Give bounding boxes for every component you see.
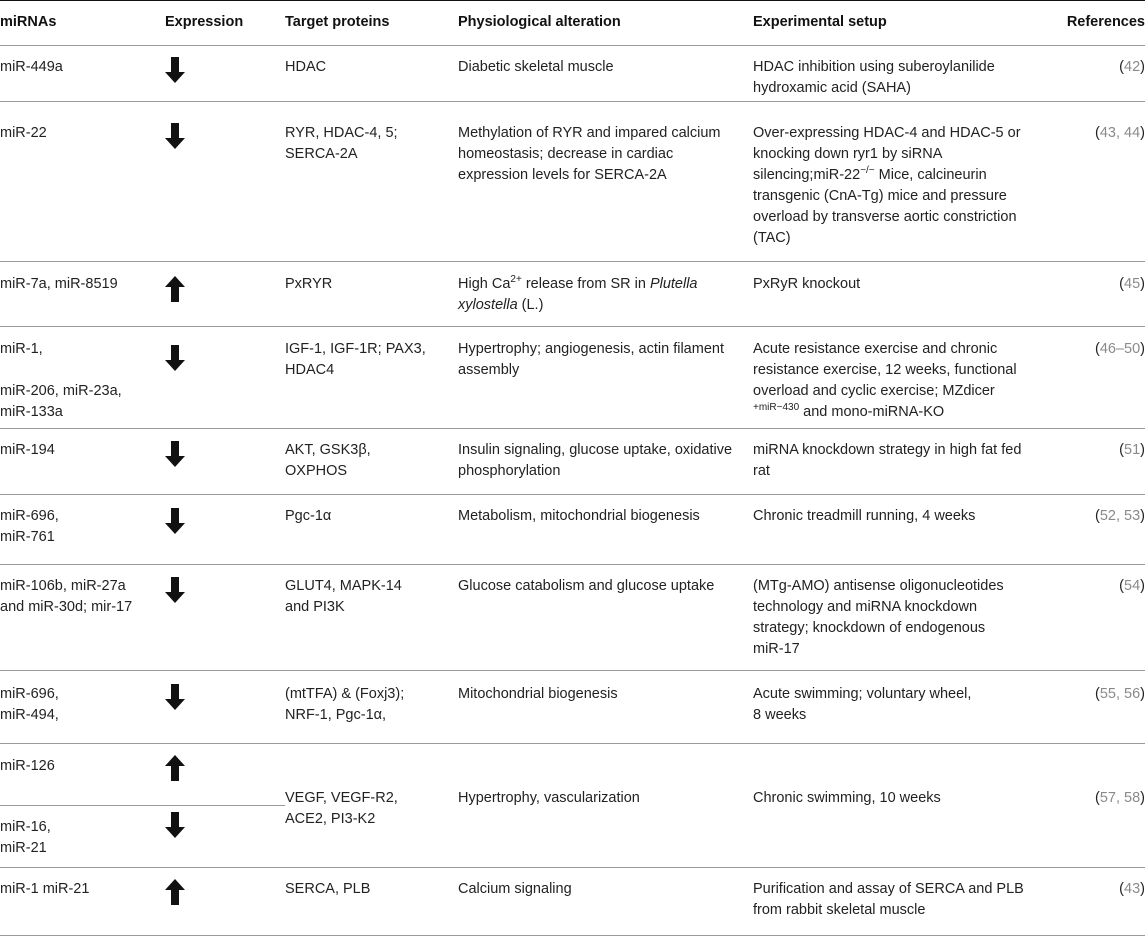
row-experimental-setup: Acute swimming; voluntary wheel, 8 weeks — [753, 686, 972, 723]
row-rule — [0, 261, 1145, 262]
row-rule — [0, 743, 1145, 744]
setup-superscript: +miR−430 — [753, 402, 800, 414]
row-target-proteins: HDAC — [285, 59, 327, 75]
row-physiological-alteration: Calcium signaling — [458, 881, 572, 897]
physio-superscript: 2+ — [510, 274, 522, 286]
row-mirna: miR-449a — [0, 59, 63, 75]
row-rule — [0, 867, 1145, 868]
down-arrow-icon — [165, 441, 185, 467]
row-physiological-alteration: Methylation of RYR and impared calcium homeostasis; decrease in cardiac expression levels for SERCA-2A — [458, 125, 721, 183]
row-rule — [0, 326, 1145, 327]
row-references: (45) — [1119, 276, 1145, 292]
row-target-proteins: SERCA, PLB — [285, 881, 371, 897]
ref-link[interactable]: 52, 53 — [1099, 508, 1141, 524]
row-target-proteins: IGF-1, IGF-1R; PAX3, HDAC4 — [285, 341, 426, 378]
row-target-proteins: (mtTFA) & (Foxj3); NRF-1, Pgc-1α, — [285, 686, 405, 723]
row-experimental-setup — [753, 339, 1053, 423]
row-mirna: miR-106b, miR-27a and miR-30d; mir-17 — [0, 578, 133, 615]
row-target-proteins: AKT, GSK3β, OXPHOS — [285, 442, 371, 479]
row-references: (52, 53) — [1094, 508, 1145, 524]
header-experimental-setup: Experimental setup — [753, 14, 887, 30]
row-experimental-setup: Chronic swimming, 10 weeks — [753, 790, 941, 806]
row-target-proteins: RYR, HDAC-4, 5; SERCA-2A — [285, 125, 398, 162]
row-physiological-alteration: Mitochondrial biogenesis — [458, 686, 618, 702]
row-target-proteins: VEGF, VEGF-R2, ACE2, PI3-K2 — [285, 790, 398, 827]
ref-link[interactable]: 43, 44 — [1099, 125, 1141, 141]
down-arrow-icon — [165, 345, 185, 371]
physio-text: High Ca — [458, 276, 511, 292]
row-references: (54) — [1119, 578, 1145, 594]
setup-text: Mice, calcineurin transgenic (CnA-Tg) mice and pressure overload by transverse aortic constriction (TAC) — [753, 167, 1017, 246]
physio-text: release from SR in — [521, 276, 650, 292]
down-arrow-icon — [165, 577, 185, 603]
row-mirna: miR-1 miR-21 — [0, 881, 90, 897]
down-arrow-icon — [165, 57, 185, 83]
setup-superscript: −/− — [860, 165, 875, 177]
down-arrow-icon — [165, 123, 185, 149]
species-name: Plutella xylostella — [458, 276, 698, 313]
row-mirna: miR-696, miR-494, — [0, 686, 59, 723]
ref-link[interactable]: 57, 58 — [1099, 790, 1141, 806]
row-physiological-alteration: Insulin signaling, glucose uptake, oxidative phosphorylation — [458, 442, 733, 479]
setup-text: Over-expressing HDAC-4 and HDAC-5 or knocking down ryr1 by siRNA silencing;miR-22 — [753, 125, 1021, 183]
row-physiological-alteration: Hypertrophy; angiogenesis, actin filament assembly — [458, 341, 724, 378]
ref-link[interactable]: 51 — [1124, 442, 1141, 458]
up-arrow-icon — [165, 755, 185, 781]
row-references: (42) — [1119, 59, 1145, 75]
up-arrow-icon — [165, 879, 185, 905]
header-physiological-alteration: Physiological alteration — [458, 14, 621, 30]
row-experimental-setup — [753, 123, 1053, 249]
row-experimental-setup: (MTg-AMO) antisense oligonucleotides technology and miRNA knockdown strategy; knockdown of endogenous miR-17 — [753, 578, 1004, 657]
row-references: (43) — [1119, 881, 1145, 897]
sub-row-rule — [0, 805, 285, 806]
row-references: (43, 44) — [1094, 125, 1145, 141]
row-target-proteins: PxRYR — [285, 276, 333, 292]
setup-text: Acute resistance exercise and chronic resistance exercise, 12 weeks, functional overload and cyclic exercise; MZdicer — [753, 341, 1017, 399]
row-mirna: miR-126 — [0, 758, 55, 774]
row-rule — [0, 564, 1145, 565]
row-physiological-alteration — [458, 274, 743, 316]
header-expression: Expression — [165, 14, 244, 30]
row-rule — [0, 428, 1145, 429]
row-mirna: miR-194 — [0, 442, 55, 458]
row-mirna: miR-696, miR-761 — [0, 508, 59, 545]
row-mirna: miR-22 — [0, 125, 47, 141]
row-physiological-alteration: Glucose catabolism and glucose uptake — [458, 578, 715, 594]
up-arrow-icon — [165, 276, 185, 302]
row-references: (46–50) — [1094, 341, 1145, 357]
row-rule — [0, 670, 1145, 671]
ref-link[interactable]: 46–50 — [1099, 341, 1141, 357]
row-physiological-alteration: Metabolism, mitochondrial biogenesis — [458, 508, 700, 524]
header-rule — [0, 45, 1145, 46]
header-target-proteins: Target proteins — [285, 14, 390, 30]
row-experimental-setup: Chronic treadmill running, 4 weeks — [753, 508, 976, 524]
row-experimental-setup: HDAC inhibition using suberoylanilide hydroxamic acid (SAHA) — [753, 59, 995, 96]
down-arrow-icon — [165, 508, 185, 534]
header-mirnas: miRNAs — [0, 14, 57, 30]
ref-link[interactable]: 45 — [1124, 276, 1141, 292]
row-experimental-setup: PxRyR knockout — [753, 276, 861, 292]
table-top-rule — [0, 0, 1145, 1]
setup-text: and mono-miRNA-KO — [799, 404, 945, 420]
row-mirna: miR-7a, miR-8519 — [0, 276, 118, 292]
physio-text: (L.) — [517, 297, 544, 313]
row-mirna-secondary: miR-16, miR-21 — [0, 819, 51, 856]
row-physiological-alteration: Hypertrophy, vascularization — [458, 790, 640, 806]
row-rule — [0, 494, 1145, 495]
ref-link[interactable]: 55, 56 — [1099, 686, 1141, 702]
row-references: (51) — [1119, 442, 1145, 458]
ref-link[interactable]: 42 — [1124, 59, 1141, 75]
row-rule — [0, 101, 1145, 102]
down-arrow-icon — [165, 684, 185, 710]
row-references: (57, 58) — [1094, 790, 1145, 806]
ref-link[interactable]: 54 — [1124, 578, 1141, 594]
table-bottom-rule — [0, 935, 1145, 936]
down-arrow-icon — [165, 812, 185, 838]
row-physiological-alteration: Diabetic skeletal muscle — [458, 59, 614, 75]
row-experimental-setup: miRNA knockdown strategy in high fat fed rat — [753, 442, 1022, 479]
row-mirna: miR-1, miR-206, miR-23a, miR-133a — [0, 341, 122, 420]
header-references: References — [1066, 14, 1145, 30]
ref-link[interactable]: 43 — [1124, 881, 1141, 897]
row-target-proteins: Pgc-1α — [285, 508, 332, 524]
row-experimental-setup: Purification and assay of SERCA and PLB from rabbit skeletal muscle — [753, 881, 1024, 918]
row-target-proteins: GLUT4, MAPK-14 and PI3K — [285, 578, 402, 615]
row-references: (55, 56) — [1094, 686, 1145, 702]
